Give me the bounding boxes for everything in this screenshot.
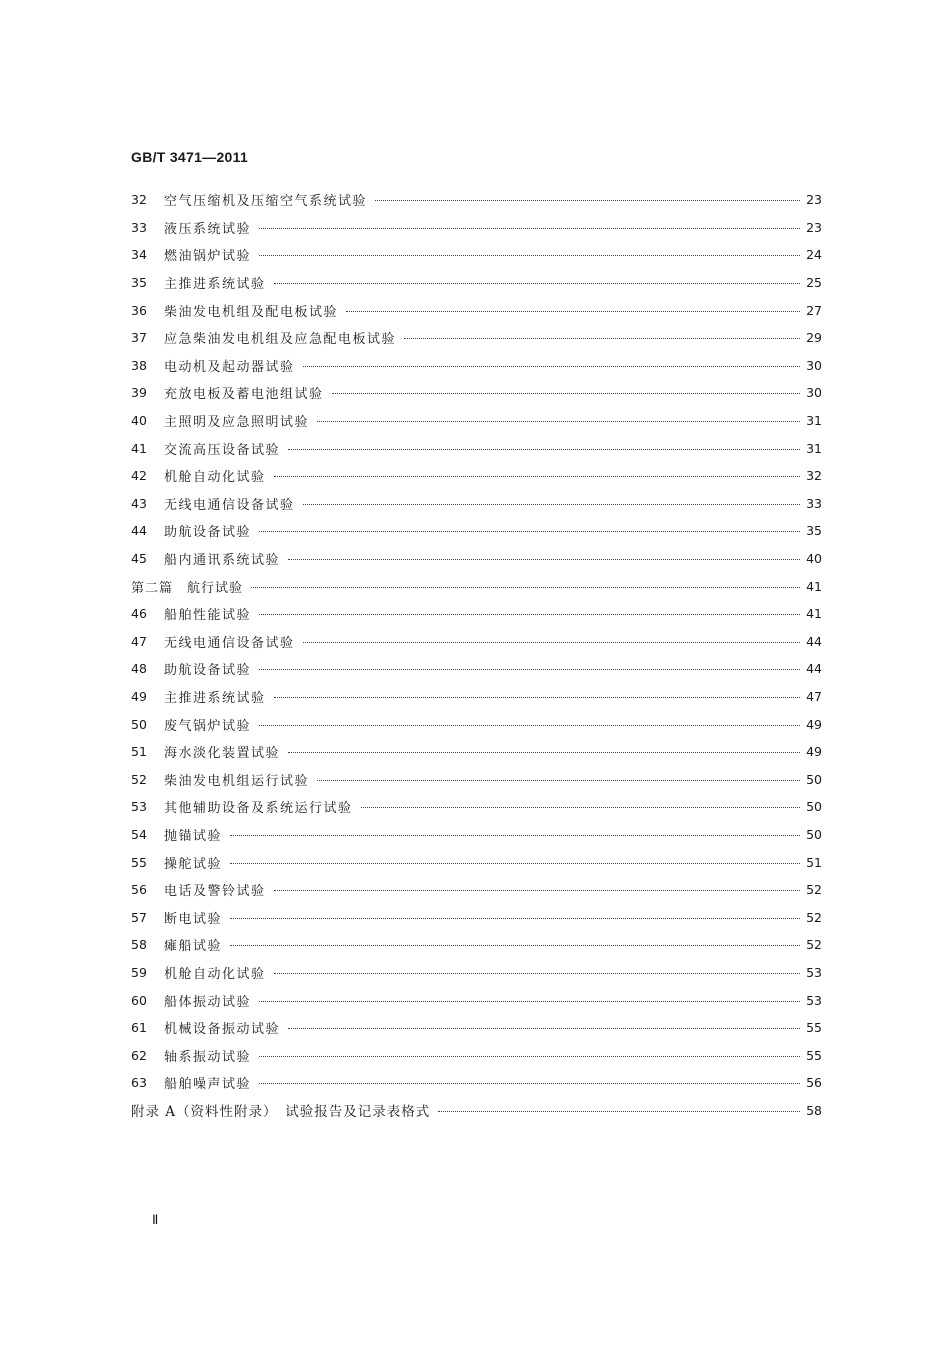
toc-entry-number: 59 bbox=[131, 964, 147, 980]
toc-entry-number: 55 bbox=[131, 854, 147, 870]
toc-entry-number: 56 bbox=[131, 882, 147, 898]
toc-entry[interactable] bbox=[131, 765, 822, 793]
toc-entry-title: 电话及警铃试验 bbox=[164, 884, 266, 900]
toc-entry[interactable] bbox=[131, 600, 822, 628]
toc-entry-page: 49 bbox=[806, 744, 822, 760]
toc-entry-page: 27 bbox=[806, 302, 822, 318]
toc-entry[interactable] bbox=[131, 324, 822, 352]
toc-entry-number: 45 bbox=[131, 551, 147, 567]
toc-entry-number: 53 bbox=[131, 799, 147, 815]
toc-leader-dots bbox=[259, 669, 800, 670]
table-of-contents bbox=[131, 186, 822, 1124]
toc-entry-title: 轴系振动试验 bbox=[164, 1049, 252, 1065]
toc-entry[interactable] bbox=[131, 407, 822, 435]
toc-entry-page: 53 bbox=[806, 992, 822, 1008]
toc-entry[interactable] bbox=[131, 738, 822, 766]
toc-entry-page: 44 bbox=[806, 661, 822, 677]
toc-leader-dots bbox=[346, 311, 800, 312]
toc-entry[interactable] bbox=[131, 1014, 822, 1042]
toc-entry-title: 无线电通信设备试验 bbox=[164, 635, 295, 651]
toc-entry-title: 机械设备振动试验 bbox=[164, 1022, 281, 1038]
toc-entry-page: 24 bbox=[806, 247, 822, 263]
toc-leader-dots bbox=[317, 780, 800, 781]
toc-entry-title: 液压系统试验 bbox=[164, 221, 252, 237]
toc-entry-title: 船舶噪声试验 bbox=[164, 1077, 252, 1093]
toc-entry[interactable] bbox=[131, 214, 822, 242]
toc-entry-page: 30 bbox=[806, 357, 822, 373]
toc-leader-dots bbox=[288, 752, 800, 753]
toc-entry-page: 25 bbox=[806, 275, 822, 291]
toc-entry[interactable] bbox=[131, 545, 822, 573]
toc-entry-number: 38 bbox=[131, 357, 147, 373]
toc-entry[interactable] bbox=[131, 352, 822, 380]
toc-entry-page: 31 bbox=[806, 413, 822, 429]
toc-entry-page: 51 bbox=[806, 854, 822, 870]
toc-entry-number: 58 bbox=[131, 937, 147, 953]
toc-leader-dots bbox=[230, 945, 800, 946]
toc-entry-page: 50 bbox=[806, 799, 822, 815]
toc-leader-dots bbox=[230, 863, 800, 864]
toc-entry-title: 电动机及起动器试验 bbox=[164, 359, 295, 375]
toc-leader-dots bbox=[332, 393, 800, 394]
toc-entry-title: 充放电板及蓄电池组试验 bbox=[164, 387, 324, 403]
toc-leader-dots bbox=[274, 476, 800, 477]
toc-leader-dots bbox=[288, 559, 800, 560]
toc-entry-page: 50 bbox=[806, 826, 822, 842]
toc-entry-page: 52 bbox=[806, 882, 822, 898]
page-number: Ⅱ bbox=[152, 1212, 159, 1227]
toc-entry-page: 53 bbox=[806, 964, 822, 980]
toc-entry-number: 36 bbox=[131, 302, 147, 318]
toc-entry-page: 49 bbox=[806, 716, 822, 732]
toc-leader-dots bbox=[361, 807, 800, 808]
toc-leader-dots bbox=[317, 421, 800, 422]
toc-entry-title: 无线电通信设备试验 bbox=[164, 497, 295, 513]
toc-entry[interactable] bbox=[131, 655, 822, 683]
toc-entry-number: 46 bbox=[131, 606, 147, 622]
toc-entry-number: 48 bbox=[131, 661, 147, 677]
toc-leader-dots bbox=[259, 1001, 800, 1002]
toc-entry-page: 52 bbox=[806, 909, 822, 925]
toc-entry-page: 29 bbox=[806, 330, 822, 346]
toc-entry-number: 33 bbox=[131, 219, 147, 235]
toc-leader-dots bbox=[259, 1083, 800, 1084]
toc-leader-dots bbox=[274, 283, 800, 284]
toc-entry[interactable] bbox=[131, 490, 822, 518]
toc-entry[interactable] bbox=[131, 848, 822, 876]
toc-entry-title: 海水淡化装置试验 bbox=[164, 746, 281, 762]
toc-entry-title: 废气锅炉试验 bbox=[164, 718, 252, 734]
toc-entry-number: 49 bbox=[131, 688, 147, 704]
toc-entry-page: 50 bbox=[806, 771, 822, 787]
toc-entry-title: 抛锚试验 bbox=[164, 828, 223, 844]
toc-leader-dots bbox=[274, 973, 800, 974]
toc-leader-dots bbox=[259, 531, 800, 532]
toc-entry-title: 柴油发电机组及配电板试验 bbox=[164, 304, 339, 320]
toc-entry-title: 主推进系统试验 bbox=[164, 277, 266, 293]
toc-entry-number: 39 bbox=[131, 385, 147, 401]
toc-entry-number: 42 bbox=[131, 468, 147, 484]
toc-leader-dots bbox=[251, 587, 800, 588]
toc-entry-title: 其他辅助设备及系统运行试验 bbox=[164, 801, 353, 817]
toc-leader-dots bbox=[259, 228, 800, 229]
toc-entry[interactable] bbox=[131, 379, 822, 407]
toc-entry[interactable] bbox=[131, 517, 822, 545]
toc-entry-number: 34 bbox=[131, 247, 147, 263]
toc-entry-number: 37 bbox=[131, 330, 147, 346]
toc-entry[interactable] bbox=[131, 821, 822, 849]
toc-entry-title: 助航设备试验 bbox=[164, 663, 252, 679]
toc-entry-title: 助航设备试验 bbox=[164, 525, 252, 541]
toc-entry-title: 瘫船试验 bbox=[164, 939, 223, 955]
toc-entry-page: 23 bbox=[806, 192, 822, 208]
toc-leader-dots bbox=[303, 504, 800, 505]
toc-entry-page: 40 bbox=[806, 551, 822, 567]
toc-leader-dots bbox=[303, 366, 800, 367]
toc-leader-dots bbox=[375, 200, 800, 201]
toc-entry[interactable] bbox=[131, 1069, 822, 1097]
toc-leader-dots bbox=[288, 449, 800, 450]
standard-number: GB/T 3471—2011 bbox=[131, 149, 249, 165]
toc-entry[interactable] bbox=[131, 241, 822, 269]
toc-entry[interactable] bbox=[131, 434, 822, 462]
toc-leader-dots bbox=[303, 642, 800, 643]
toc-entry-page: 30 bbox=[806, 385, 822, 401]
toc-entry-number: 32 bbox=[131, 192, 147, 208]
toc-entry[interactable] bbox=[131, 986, 822, 1014]
toc-entry-page: 56 bbox=[806, 1075, 822, 1091]
toc-entry-number: 54 bbox=[131, 826, 147, 842]
toc-entry-page: 52 bbox=[806, 937, 822, 953]
toc-entry-title: 第二篇 航行试验 bbox=[131, 580, 244, 596]
toc-entry-page: 32 bbox=[806, 468, 822, 484]
toc-entry[interactable] bbox=[131, 296, 822, 324]
toc-entry-number: 62 bbox=[131, 1047, 147, 1063]
toc-entry-title: 船内通讯系统试验 bbox=[164, 553, 281, 569]
toc-entry-title: 附录 A（资料性附录） 试验报告及记录表格式 bbox=[131, 1104, 431, 1121]
toc-entry-title: 柴油发电机组运行试验 bbox=[164, 773, 310, 789]
toc-entry-number: 50 bbox=[131, 716, 147, 732]
toc-entry-number: 63 bbox=[131, 1075, 147, 1091]
toc-entry-number: 41 bbox=[131, 440, 147, 456]
toc-entry[interactable] bbox=[131, 876, 822, 904]
toc-leader-dots bbox=[259, 1056, 800, 1057]
toc-entry[interactable] bbox=[131, 903, 822, 931]
toc-entry[interactable] bbox=[131, 959, 822, 987]
toc-leader-dots bbox=[438, 1111, 800, 1112]
toc-entry-title: 应急柴油发电机组及应急配电板试验 bbox=[164, 332, 397, 348]
toc-entry-page: 41 bbox=[806, 606, 822, 622]
toc-entry-number: 52 bbox=[131, 771, 147, 787]
toc-entry-number: 57 bbox=[131, 909, 147, 925]
toc-entry-page: 55 bbox=[806, 1020, 822, 1036]
toc-leader-dots bbox=[274, 890, 800, 891]
toc-entry-title: 船舶性能试验 bbox=[164, 608, 252, 624]
toc-entry-title: 机舱自动化试验 bbox=[164, 470, 266, 486]
toc-entry-title: 机舱自动化试验 bbox=[164, 966, 266, 982]
toc-leader-dots bbox=[259, 725, 800, 726]
toc-entry-number: 60 bbox=[131, 992, 147, 1008]
toc-entry-page: 41 bbox=[806, 578, 822, 594]
toc-leader-dots bbox=[259, 255, 800, 256]
toc-entry[interactable] bbox=[131, 269, 822, 297]
toc-entry-number: 35 bbox=[131, 275, 147, 291]
toc-entry-title: 交流高压设备试验 bbox=[164, 442, 281, 458]
toc-entry-number: 43 bbox=[131, 495, 147, 511]
toc-leader-dots bbox=[230, 918, 800, 919]
toc-entry[interactable] bbox=[131, 793, 822, 821]
toc-leader-dots bbox=[274, 697, 800, 698]
toc-entry-page: 44 bbox=[806, 633, 822, 649]
toc-entry-number: 51 bbox=[131, 744, 147, 760]
toc-entry-page: 31 bbox=[806, 440, 822, 456]
toc-entry-number: 44 bbox=[131, 523, 147, 539]
toc-entry[interactable] bbox=[131, 683, 822, 711]
toc-entry-number: 61 bbox=[131, 1020, 147, 1036]
toc-entry[interactable] bbox=[131, 710, 822, 738]
toc-entry-page: 33 bbox=[806, 495, 822, 511]
toc-entry-title: 船体振动试验 bbox=[164, 994, 252, 1010]
toc-entry[interactable] bbox=[131, 462, 822, 490]
toc-entry-number: 40 bbox=[131, 413, 147, 429]
toc-appendix-entry[interactable] bbox=[131, 1097, 822, 1125]
toc-entry-page: 47 bbox=[806, 688, 822, 704]
toc-part-entry[interactable] bbox=[131, 572, 822, 600]
toc-leader-dots bbox=[288, 1028, 800, 1029]
toc-entry-title: 空气压缩机及压缩空气系统试验 bbox=[164, 194, 368, 210]
toc-leader-dots bbox=[230, 835, 800, 836]
toc-entry-page: 55 bbox=[806, 1047, 822, 1063]
toc-entry[interactable] bbox=[131, 186, 822, 214]
toc-entry[interactable] bbox=[131, 931, 822, 959]
toc-entry-title: 操舵试验 bbox=[164, 856, 223, 872]
toc-entry-page: 23 bbox=[806, 219, 822, 235]
toc-entry-page: 35 bbox=[806, 523, 822, 539]
toc-leader-dots bbox=[259, 614, 800, 615]
toc-leader-dots bbox=[404, 338, 800, 339]
toc-entry-title: 燃油锅炉试验 bbox=[164, 249, 252, 265]
toc-entry-title: 断电试验 bbox=[164, 911, 223, 927]
toc-entry[interactable] bbox=[131, 1041, 822, 1069]
toc-entry-title: 主推进系统试验 bbox=[164, 690, 266, 706]
toc-entry-title: 主照明及应急照明试验 bbox=[164, 415, 310, 431]
toc-entry-page: 58 bbox=[806, 1102, 822, 1118]
toc-entry[interactable] bbox=[131, 628, 822, 656]
toc-entry-number: 47 bbox=[131, 633, 147, 649]
